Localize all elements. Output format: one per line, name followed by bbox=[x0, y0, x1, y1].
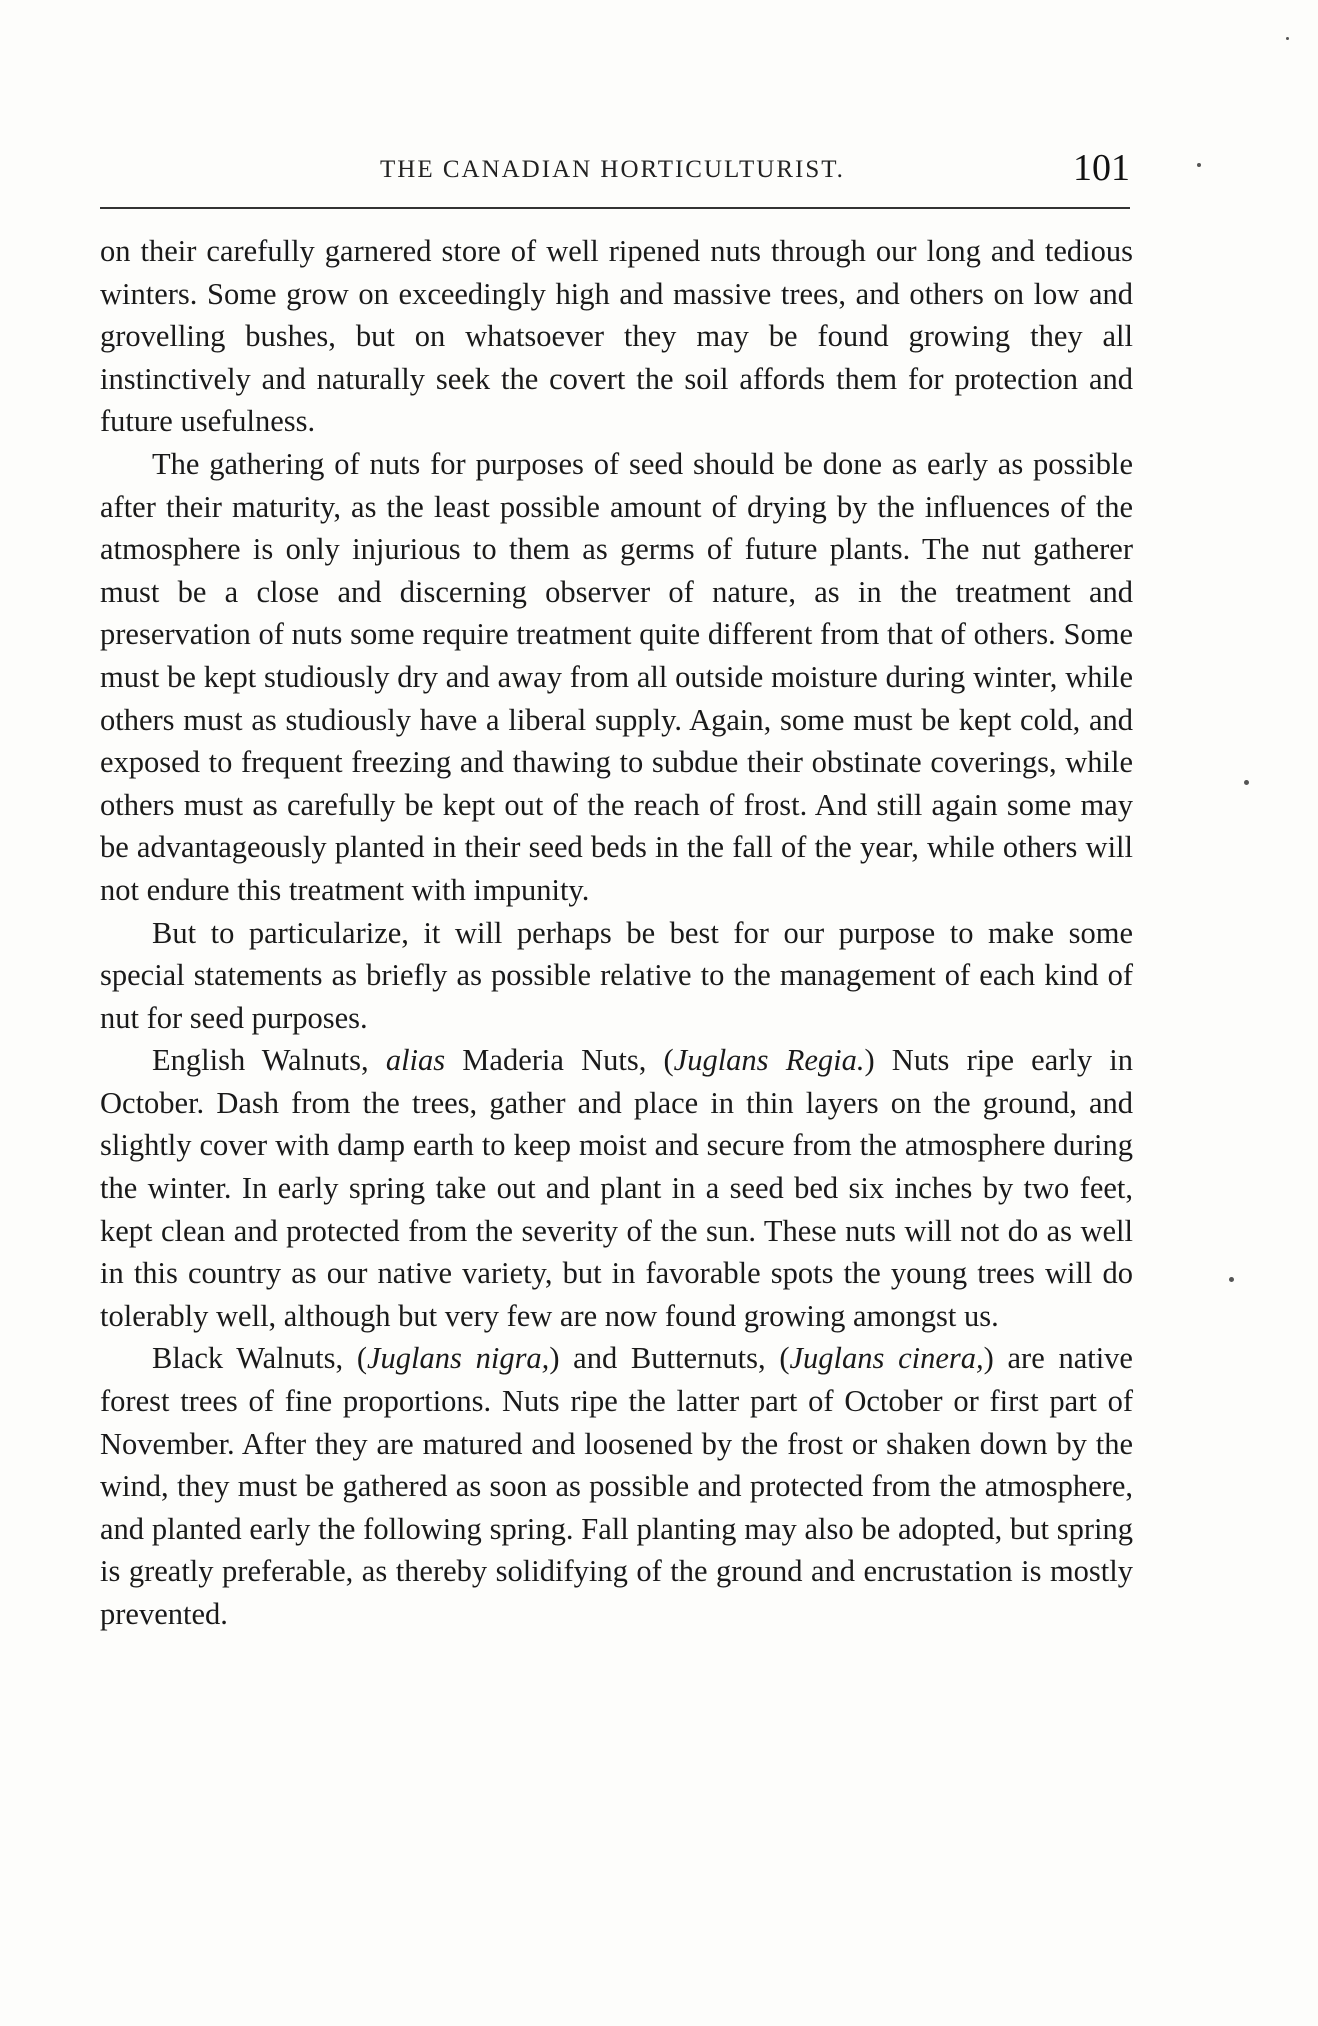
body-text bbox=[100, 230, 1133, 1636]
text-run: on their carefully garnered store of well ripened nuts through our long and tedious winters. Some grow on exceedingly high and massive trees, and others on low and grovelling bushes, but on whatsoever they may be found growing they all instinctively and naturally seek the covert the soil affords them for protection and future usefulness. bbox=[100, 234, 1133, 439]
italic-text: Juglans nigra, bbox=[367, 1341, 550, 1376]
paragraph bbox=[100, 230, 1133, 443]
running-title: THE CANADIAN HORTICULTURIST. bbox=[380, 156, 845, 183]
running-head bbox=[100, 147, 1130, 200]
scan-speck bbox=[1286, 37, 1289, 40]
text-run: But to particularize, it will perhaps be best for our purpose to make some special statements as briefly as possible relative to the management of each kind of nut for seed purposes. bbox=[100, 915, 1133, 1035]
text-run: Black Walnuts, ( bbox=[152, 1341, 367, 1376]
text-run: ) are native forest trees of fine proportions. Nuts ripe the latter part of October or first part of November. After they are matured and loosened by the frost or shaken down by the wind, they must be gathered as soon as possible and protected from the atmosphere, and planted early the following spring. Fall planting may also be adopted, but spring is greatly preferable, as thereby solidifying of the ground and encrustation is mostly prevented. bbox=[100, 1341, 1133, 1631]
paragraph bbox=[100, 1039, 1133, 1337]
page-number: 101 bbox=[1073, 147, 1130, 189]
header-rule bbox=[100, 207, 1130, 209]
italic-text: Juglans Regia. bbox=[673, 1043, 865, 1078]
paragraph bbox=[100, 912, 1133, 1040]
text-run: English Walnuts, bbox=[152, 1043, 386, 1078]
text-run: ) and Butternuts, ( bbox=[549, 1341, 790, 1376]
paragraph bbox=[100, 1337, 1133, 1635]
scan-speck bbox=[1229, 1277, 1234, 1282]
italic-text: Juglans cinera, bbox=[789, 1341, 984, 1376]
scan-speck bbox=[1197, 163, 1201, 167]
text-run: Maderia Nuts, ( bbox=[445, 1043, 674, 1078]
italic-text: alias bbox=[385, 1043, 446, 1078]
text-run: ) Nuts ripe early in October. Dash from the trees, gather and place in thin layers on the ground, and slightly cover with damp earth to keep moist and secure from the atmosphere during the winter. In early spring take out and plant in a seed bed six inches by two feet, kept clean and protected from the severity of the sun. These nuts will not do as well in this country as our native variety, but in favorable spots the young trees will do tolerably well, although but very few are now found growing amongst us. bbox=[100, 1043, 1133, 1333]
paragraph bbox=[100, 443, 1133, 912]
text-run: The gathering of nuts for purposes of seed should be done as early as possible after their maturity, as the least possible amount of drying by the influences of the atmosphere is only injurious to them as germs of future plants. The nut gatherer must be a close and discerning observer of nature, as in the treatment and preservation of nuts some require treatment quite different from that of others. Some must be kept studiously dry and away from all outside moisture during winter, while others must as studiously have a liberal supply. Again, some must be kept cold, and exposed to frequent freezing and thawing to subdue their obstinate coverings, while others must as carefully be kept out of the reach of frost. And still again some may be advantageously planted in their seed beds in the fall of the year, while others will not endure this treatment with impunity. bbox=[100, 446, 1133, 907]
scan-speck bbox=[1244, 780, 1249, 785]
